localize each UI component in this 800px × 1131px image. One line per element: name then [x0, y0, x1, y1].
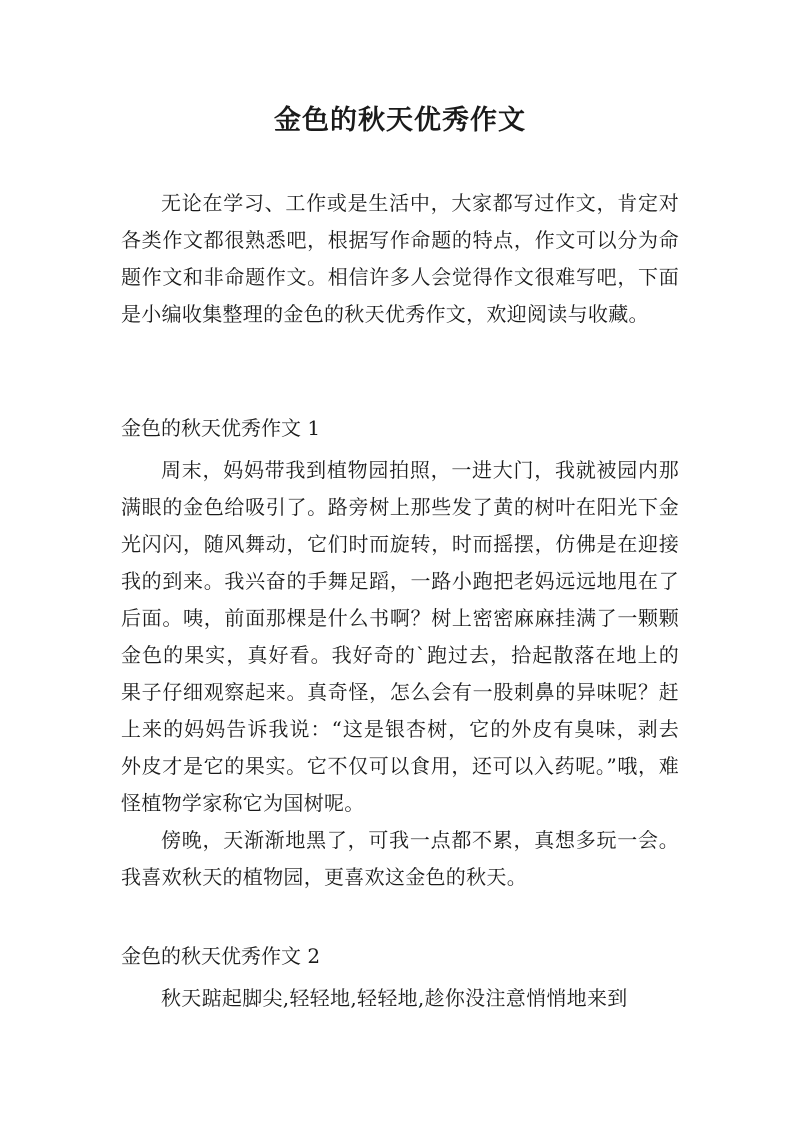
- essay-1-paragraph-2: 傍晚，天渐渐地黑了，可我一点都不累，真想多玩一会。我喜欢秋天的植物园，更喜欢这金色的秋天。: [121, 828, 679, 889]
- essay-2-body: [121, 980, 679, 1017]
- essay-1-body: [121, 452, 679, 896]
- section-heading-1: 金色的秋天优秀作文 1: [121, 416, 321, 440]
- essay-2-paragraph-1: 秋天踮起脚尖,轻轻地,轻轻地,趁你没注意悄悄地来到: [161, 986, 628, 1010]
- intro-block: [121, 185, 679, 333]
- intro-paragraph: 无论在学习、工作或是生活中，大家都写过作文，肯定对各类作文都很熟悉吧，根据写作命题的特点，作文可以分为命题作文和非命题作文。相信许多人会觉得作文很难写吧，下面是小编收集整理的金色的秋天优秀作文，欢迎阅读与收藏。: [121, 191, 679, 326]
- section-heading-2: 金色的秋天优秀作文 2: [121, 944, 321, 968]
- essay-1-paragraph-1: 周末，妈妈带我到植物园拍照，一进大门，我就被园内那满眼的金色给吸引了。路旁树上那些发了黄的树叶在阳光下金光闪闪，随风舞动，它们时而旋转，时而摇摆，仿佛是在迎接我的到来。我兴奋的手舞足蹈，一路小跑把老妈远远地甩在了后面。咦，前面那棵是什么书啊？树上密密麻麻挂满了一颗颗金色的果实，真好看。我好奇的`跑过去，拾起散落在地上的果子仔细观察起来。真奇怪，怎么会有一股刺鼻的异味呢？赶上来的妈妈告诉我说：“这是银杏树，它的外皮有臭味，剥去外皮才是它的果实。它不仅可以食用，还可以入药呢。”哦，难怪植物学家称它为国树呢。: [121, 458, 679, 815]
- document-title: 金色的秋天优秀作文: [274, 105, 526, 136]
